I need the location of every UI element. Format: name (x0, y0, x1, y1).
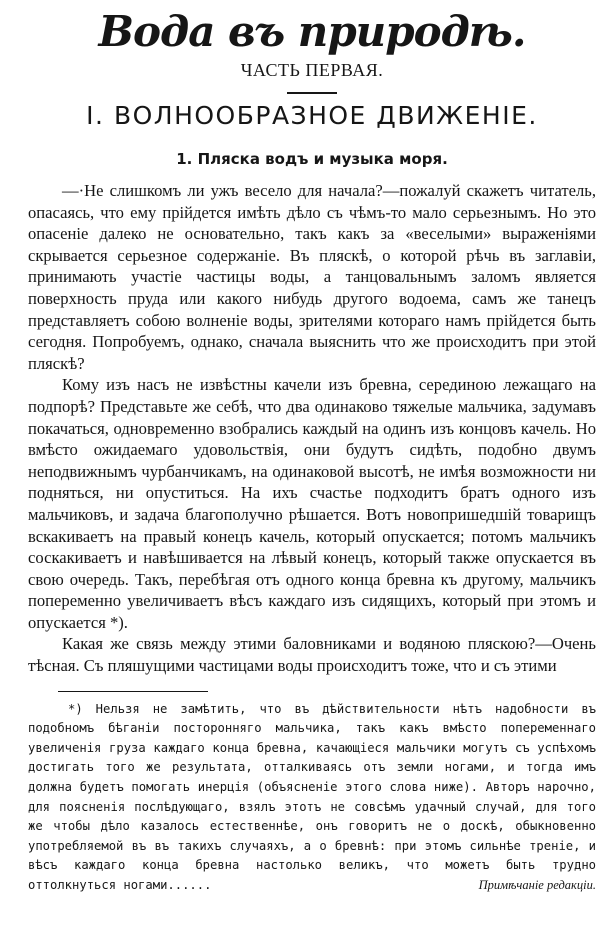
paragraph-2: Кому изъ насъ не извѣстны качели изъ бревна, серединою лежащаго на подпорѣ? Представьте же себѣ, что два одинаково тяжелые мальчика, задумавъ покачаться, одновременно взобрались каждый на одинъ изъ концовъ качель. Но вмѣсто ожидаемаго удовольствія, они будутъ сидѣть, подобно двумъ неподвижнымъ чурбанчикамъ, на одинаковой высотѣ, не имѣя возможности ни подняться, ни опуститься. На ихъ счастье подходитъ братъ одного изъ мальчиковъ, и задача благополучно рѣшается. Вотъ новопришедшій товарищъ вскакиваетъ на правый конецъ качель, который опускается; потомъ мальчикъ соскакиваетъ и навѣшивается на лѣвый конецъ, который также опускается въ свою очередь. Такъ, перебѣгая отъ одного конца бревна къ другому, мальчикъ попеременно увеличиваетъ вѣсъ каждаго изъ сидящихъ, который при этомъ и опускается *). (28, 375, 596, 632)
part-heading: ЧАСТЬ ПЕРВАЯ. (240, 60, 384, 80)
footnote (28, 700, 596, 896)
footnote-text: *) Нельзя не замѣтить, что въ дѣйствительности нѣтъ надобности въ подобномъ бѣганіи посторонняго мальчика, такъ какъ вмѣсто попеременнаго увеличенія груза каждаго конца бревна, качающіеся мальчики могутъ съ успѣхомъ достигать того же результата, отталкиваясь отъ земли ногами, и тогда имъ должна будетъ помогать инерція (объясненіе этого слова ниже). Авторъ нарочно, для поясненія послѣдующаго, взялъ этотъ не совсѣмъ удачный случай, для того же чтобы дѣло казалось естественнѣе, онъ говоритъ не о доскѣ, обыкновенно употребляемой въ въ такихъ случаяхъ, а о бревнѣ: при этомъ сильнѣе треніе, и вѣсъ каждаго конца бревна настолько великъ, что можетъ быть трудно оттолкнуться ногами...... (28, 701, 596, 892)
section-heading: 1. Пляска водъ и музыка моря. (176, 150, 448, 168)
paragraph-3: Какая же связь между этими баловниками и водяною пляскою?—Очень тѣсная. Съ пляшущими частицами воды происходитъ тоже, что и съ этими (28, 634, 596, 676)
chapter-heading: I. ВОЛНООБРАЗНОЕ ДВИЖЕНІЕ. (86, 101, 538, 130)
footnote-signature: Примѣчаніе редакціи. (478, 878, 596, 892)
paragraph-1: —·Не слишкомъ ли ужъ весело для начала?—пожалуй скажетъ читатель, опасаясь, что ему прійдется имѣть дѣло съ чѣмъ-то мало серьезнымъ. Но это опасеніе далеко не основательно, такъ какъ за «веселыми» выраженіями скрывается серьезное содержаніе. Въ пляскѣ, о которой рѣчь въ заглавіи, принимають участіе частицы воды, а танцовальнымъ заломъ является поверхность пруда или какого нибудь другого водоема, самъ же танецъ представляетъ собою волненіе воды, зрителями котораго намъ прійдется быть сегодня. Попробуемъ, однако, сначала выяснить что же происходитъ при этой пляскѣ? (28, 181, 596, 373)
main-text (28, 180, 596, 677)
footnote-paragraph (28, 700, 596, 896)
title-divider (287, 92, 337, 94)
page-title: Вода въ природѣ. (98, 7, 526, 56)
footnote-divider (58, 691, 208, 692)
